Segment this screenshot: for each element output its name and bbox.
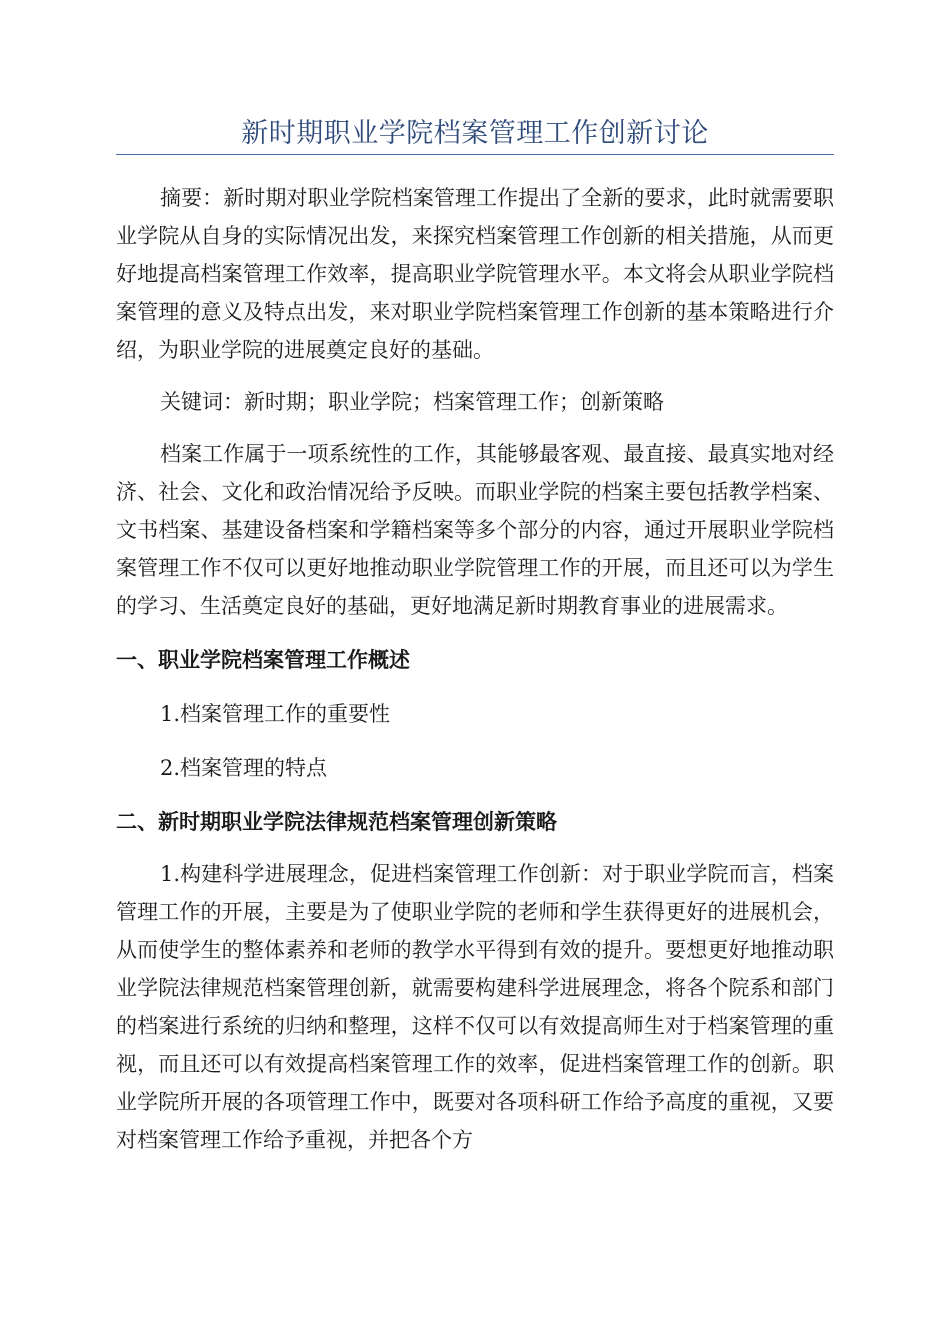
document-title: 新时期职业学院档案管理工作创新讨论 [241, 118, 709, 149]
document-page [116, 0, 834, 1159]
subsection-item-importance: 1.档案管理工作的重要性 [160, 702, 391, 726]
strategy-body-paragraph: 1.构建科学进展理念，促进档案管理工作创新：对于职业学院而言，档案管理工作的开展，主要是为了使职业学院的老师和学生获得更好的进展机会，从而使学生的整体素养和老师的教学水平得到有效的提升。要想更好地推动职业学院法律规范档案管理创新，就需要构建科学进展理念，将各个院系和部门的档案进行系统的归纳和整理，这样不仅可以有效提高师生对于档案管理的重视，而且还可以有效提高档案管理工作的效率，促进档案管理工作的创新。职业学院所开展的各项管理工作中，既要对各项科研工作给予高度的重视，又要对档案管理工作给予重视，并把各个方 [116, 862, 834, 1152]
intro-paragraph: 档案工作属于一项系统性的工作，其能够最客观、最直接、最真实地对经济、社会、文化和政治情况给予反映。而职业学院的档案主要包括教学档案、文书档案、基建设备档案和学籍档案等多个部分的内容，通过开展职业学院档案管理工作不仅可以更好地推动职业学院管理工作的开展，而且还可以为学生的学习、生活奠定良好的基础，更好地满足新时期教育事业的进展需求。 [116, 442, 834, 618]
abstract-paragraph: 摘要：新时期对职业学院档案管理工作提出了全新的要求，此时就需要职业学院从自身的实际情况出发，来探究档案管理工作创新的相关措施，从而更好地提高档案管理工作效率，提高职业学院管理水平。本文将会从职业学院档案管理的意义及特点出发，来对职业学院档案管理工作创新的基本策略进行介绍，为职业学院的进展奠定良好的基础。 [116, 186, 834, 362]
title-underline [116, 154, 834, 155]
keywords-paragraph: 关键词：新时期；职业学院；档案管理工作；创新策略 [160, 390, 664, 414]
subsection-item-features: 2.档案管理的特点 [160, 756, 328, 780]
section-heading-strategy: 二、新时期职业学院法律规范档案管理创新策略 [116, 809, 557, 834]
section-heading-overview: 一、职业学院档案管理工作概述 [116, 647, 410, 672]
